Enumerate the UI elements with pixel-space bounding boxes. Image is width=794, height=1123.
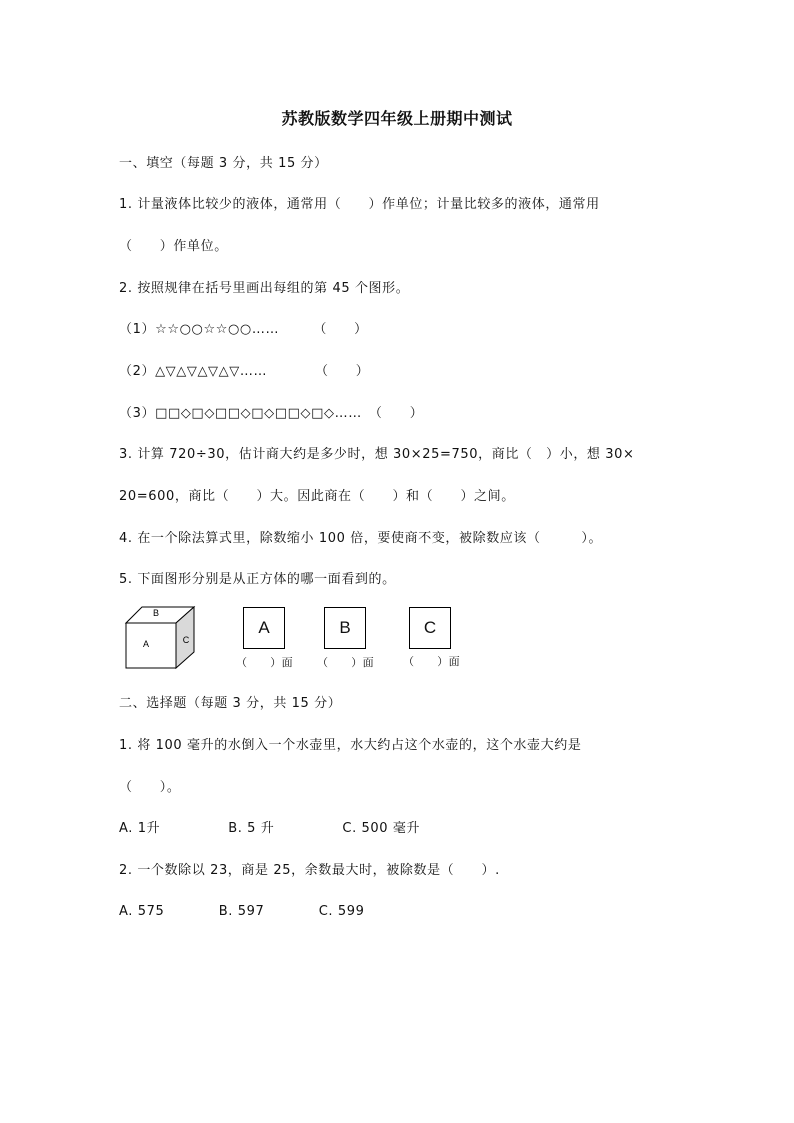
question-3-line1: 3. 计算 720÷30，估计商大约是多少时，想 30×25=750，商比（ ）小，想 30× <box>119 447 635 462</box>
section1-heading: 一、填空（每题 3 分，共 15 分） <box>119 156 328 171</box>
cube-figure <box>122 603 198 671</box>
section2-heading: 二、选择题（每题 3 分，共 15 分） <box>119 696 342 711</box>
page-title: 苏教版数学四年级上册期中测试 <box>281 109 513 128</box>
question-1-line2: （ ）作单位。 <box>119 239 228 254</box>
choice-question-2-options: A. 575 B. 597 C. 599 <box>119 904 365 919</box>
view-box-c: C <box>409 607 451 649</box>
question-5: 5. 下面图形分别是从正方体的哪一面看到的。 <box>119 572 396 587</box>
question-4: 4. 在一个除法算式里，除数缩小 100 倍，要使商不变，被除数应该（ ）。 <box>119 531 603 546</box>
choice-question-1-options: A. 1升 B. 5 升 C. 500 毫升 <box>119 821 421 836</box>
question-2: 2. 按照规律在括号里画出每组的第 45 个图形。 <box>119 281 410 296</box>
view-caption-a: （ ）面 <box>236 656 293 669</box>
view-caption-b: （ ）面 <box>317 656 374 669</box>
cube-face-b-label: B <box>152 608 160 618</box>
question-2-part1: （1）☆☆○○☆☆○○…… （ ） <box>119 322 368 337</box>
question-2-part3: （3）□□◇□◇□□◇□◇□□◇□◇…… （ ） <box>119 406 424 421</box>
view-box-b: B <box>324 607 366 649</box>
choice-question-2: 2. 一个数除以 23，商是 25，余数最大时，被除数是（ ）. <box>119 863 500 878</box>
cube-face-c-label: C <box>182 635 190 645</box>
view-caption-c: （ ）面 <box>403 655 460 668</box>
question-3-line2: 20=600，商比（ ）大。因此商在（ ）和（ ）之间。 <box>119 489 515 504</box>
cube-face-a-label: A <box>142 639 150 649</box>
choice-question-1-line2: （ ）。 <box>119 780 181 795</box>
view-box-a: A <box>243 607 285 649</box>
question-2-part2: （2）△▽△▽△▽△▽…… （ ） <box>119 364 370 379</box>
question-1-line1: 1. 计量液体比较少的液体，通常用（ ）作单位；计量比较多的液体，通常用 <box>119 197 600 212</box>
choice-question-1-line1: 1. 将 100 毫升的水倒入一个水壶里，水大约占这个水壶的，这个水壶大约是 <box>119 738 582 753</box>
